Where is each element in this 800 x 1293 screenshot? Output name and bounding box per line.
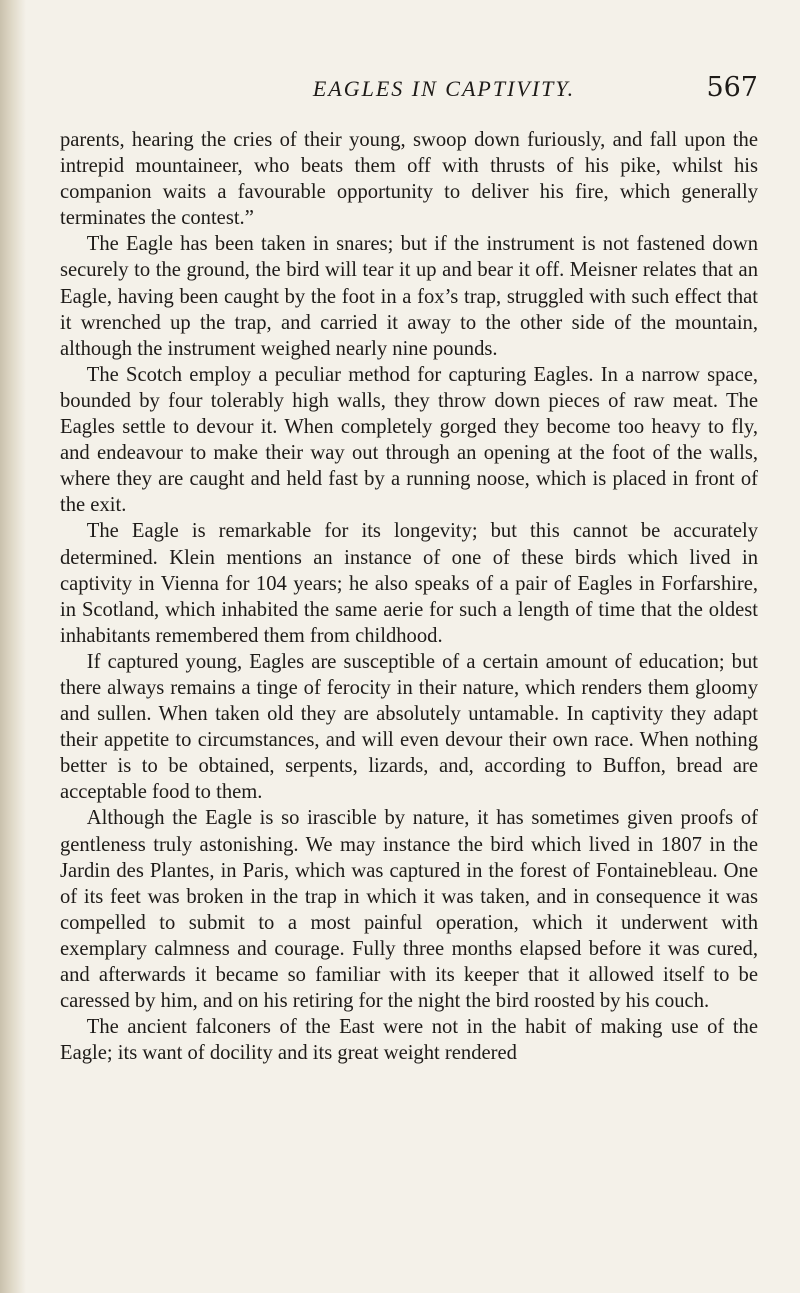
body-text [60, 127, 758, 1066]
paragraph: Although the Eagle is so irascible by nature, it has sometimes given proofs of gentleness truly astonishing. We may instance the bird which lived in 1807 in the Jardin des Plantes, in Paris, which was captured in the forest of Fontainebleau. One of its feet was broken in the trap in which it was taken, and in consequence it was compelled to submit to a most painful operation, which it underwent with exemplary calmness and courage. Fully three months elapsed before it was cured, and afterwards it became so familiar with its keeper that it allowed itself to be caressed by him, and on his retiring for the night the bird roosted by his couch. [60, 807, 758, 1013]
page-header [60, 72, 758, 112]
paragraph: The Eagle is remarkable for its longevity; but this cannot be accurately determined. Klein mentions an instance of one of these birds which lived in captivity in Vienna for 104 years; he also speaks of a pair of Eagles in Forfarshire, in Scotland, which inhabited the same aerie for such a length of time that the oldest inhabitants remembered them from childhood. [60, 520, 758, 647]
paragraph: The ancient falconers of the East were not in the habit of making use of the Eagle; its want of docility and its great weight rendered [60, 1016, 758, 1065]
page-number: 567 [706, 72, 758, 103]
running-head: EAGLES IN CAPTIVITY. [312, 76, 576, 101]
paragraph: parents, hearing the cries of their young, swoop down furiously, and fall upon the intrepid mountaineer, who beats them off with thrusts of his pike, whilst his companion waits a favourable opportunity to deliver his fire, which generally terminates the contest.” [60, 129, 758, 230]
paragraph: If captured young, Eagles are susceptible of a certain amount of education; but there always remains a tinge of ferocity in their nature, which renders them gloomy and sullen. When taken old they are absolutely untamable. In captivity they adapt their appetite to circumstances, and will even devour their own race. When nothing better is to be obtained, serpents, lizards, and, according to Buffon, bread are acceptable food to them. [60, 650, 758, 804]
binding-shadow [0, 0, 26, 1293]
paragraph: The Eagle has been taken in snares; but if the instrument is not fastened down securely to the ground, the bird will tear it up and bear it off. Meisner relates that an Eagle, having been caught by the foot in a fox’s trap, struggled with such effect that it wrenched up the trap, and carried it away to the other side of the mountain, although the instrument weighed nearly nine pounds. [60, 233, 758, 360]
paragraph: The Scotch employ a peculiar method for capturing Eagles. In a narrow space, bounded by four tolerably high walls, they throw down pieces of raw meat. The Eagles settle to devour it. When completely gorged they become too heavy to fly, and endeavour to make their way out through an opening at the foot of the walls, where they are caught and held fast by a running noose, which is placed in front of the exit. [60, 363, 758, 517]
